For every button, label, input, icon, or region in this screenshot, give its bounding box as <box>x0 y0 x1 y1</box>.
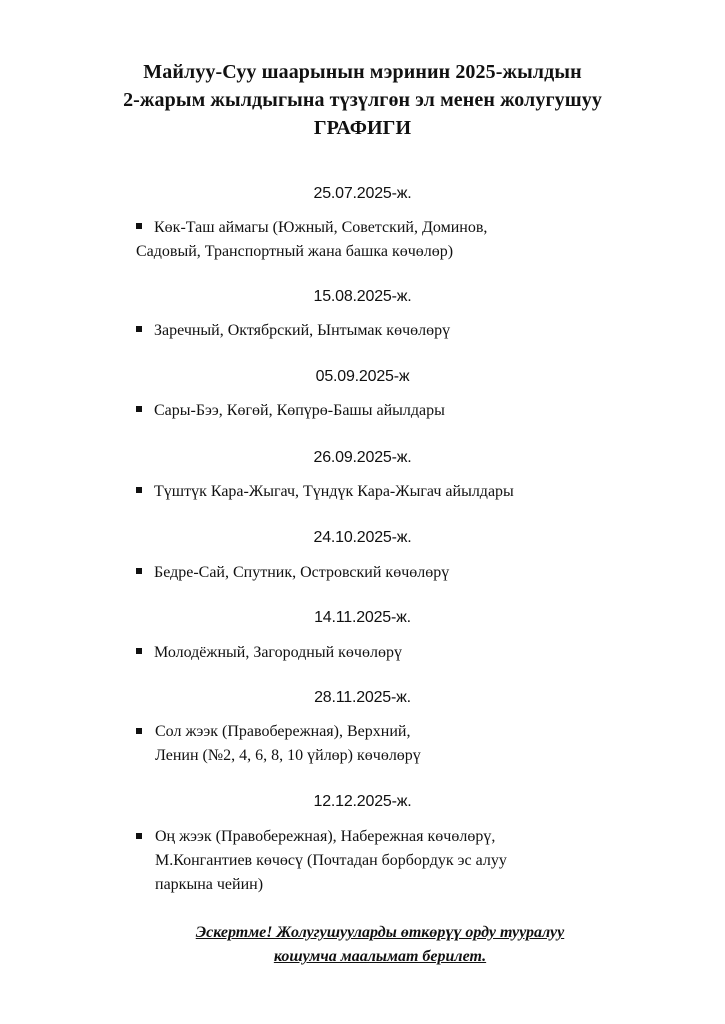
bullet-icon <box>136 728 142 734</box>
meeting-date-3: 05.09.2025-ж <box>315 368 410 385</box>
meeting-date-4: 26.09.2025-ж. <box>313 449 412 466</box>
bullet-icon <box>136 487 142 493</box>
location-line: Көк-Таш аймагы (Южный, Советский, Доминов, <box>136 216 656 240</box>
meeting-date-7: 28.11.2025-ж. <box>314 689 411 706</box>
bullet-icon <box>136 326 142 332</box>
location-line: Сары-Бээ, Көгөй, Көпүрө-Башы айылдары <box>136 399 656 423</box>
meeting-date-8: 12.12.2025-ж. <box>313 793 412 810</box>
location-line: Заречный, Октябрский, Ынтымак көчөлөрү <box>136 319 656 343</box>
location-line: паркына чейин) <box>155 876 264 893</box>
meeting-locations-3 <box>136 399 656 423</box>
bullet-icon <box>136 406 142 412</box>
document-title <box>40 58 685 142</box>
meeting-locations-5 <box>136 561 656 585</box>
meeting-date-5: 24.10.2025-ж. <box>313 529 412 546</box>
meeting-locations-2 <box>136 319 656 343</box>
location-line: Түштүк Кара-Жыгач, Түндүк Кара-Жыгач айылдары <box>136 480 656 504</box>
location-line: Оң жээк (Правобережная), Набережная көчөлөрү, <box>155 828 496 845</box>
meeting-locations-7 <box>136 720 656 768</box>
location-line: Молодёжный, Загородный көчөлөрү <box>136 641 656 665</box>
note-line-2: кошумча маалымат берилет. <box>273 948 487 965</box>
title-line-2: 2-жарым жылдыгына түзүлгөн эл менен жолугушуу <box>123 89 602 111</box>
meeting-locations-6 <box>136 641 656 665</box>
meeting-date-1: 25.07.2025-ж. <box>313 185 412 202</box>
note-line-1: Эскертме! Жолугушууларды өткөрүү орду тууралуу <box>195 924 565 941</box>
location-line: Сол жээк (Правобережная), Верхний, <box>155 723 411 740</box>
bullet-icon <box>136 223 142 229</box>
footer-note <box>100 921 660 969</box>
title-line-3: ГРАФИГИ <box>313 117 412 139</box>
bullet-icon <box>136 833 142 839</box>
meeting-date-2: 15.08.2025-ж. <box>313 288 412 305</box>
location-line: Садовый, Транспортный жана башка көчөлөр) <box>136 243 454 260</box>
location-line: М.Конгантиев көчөсү (Почтадан борбордук эс алуу <box>155 852 507 869</box>
bullet-icon <box>136 568 142 574</box>
meeting-locations-4 <box>136 480 656 504</box>
meeting-date-6: 14.11.2025-ж. <box>314 609 411 626</box>
bullet-icon <box>136 648 142 654</box>
location-line: Бедре-Сай, Спутник, Островский көчөлөрү <box>136 561 656 585</box>
location-line: Ленин (№2, 4, 6, 8, 10 үйлөр) көчөлөрү <box>155 747 421 764</box>
meeting-locations-8 <box>136 825 656 897</box>
title-line-1: Майлуу-Суу шаарынын мэринин 2025-жылдын <box>143 61 582 83</box>
meeting-locations-1 <box>136 216 656 264</box>
